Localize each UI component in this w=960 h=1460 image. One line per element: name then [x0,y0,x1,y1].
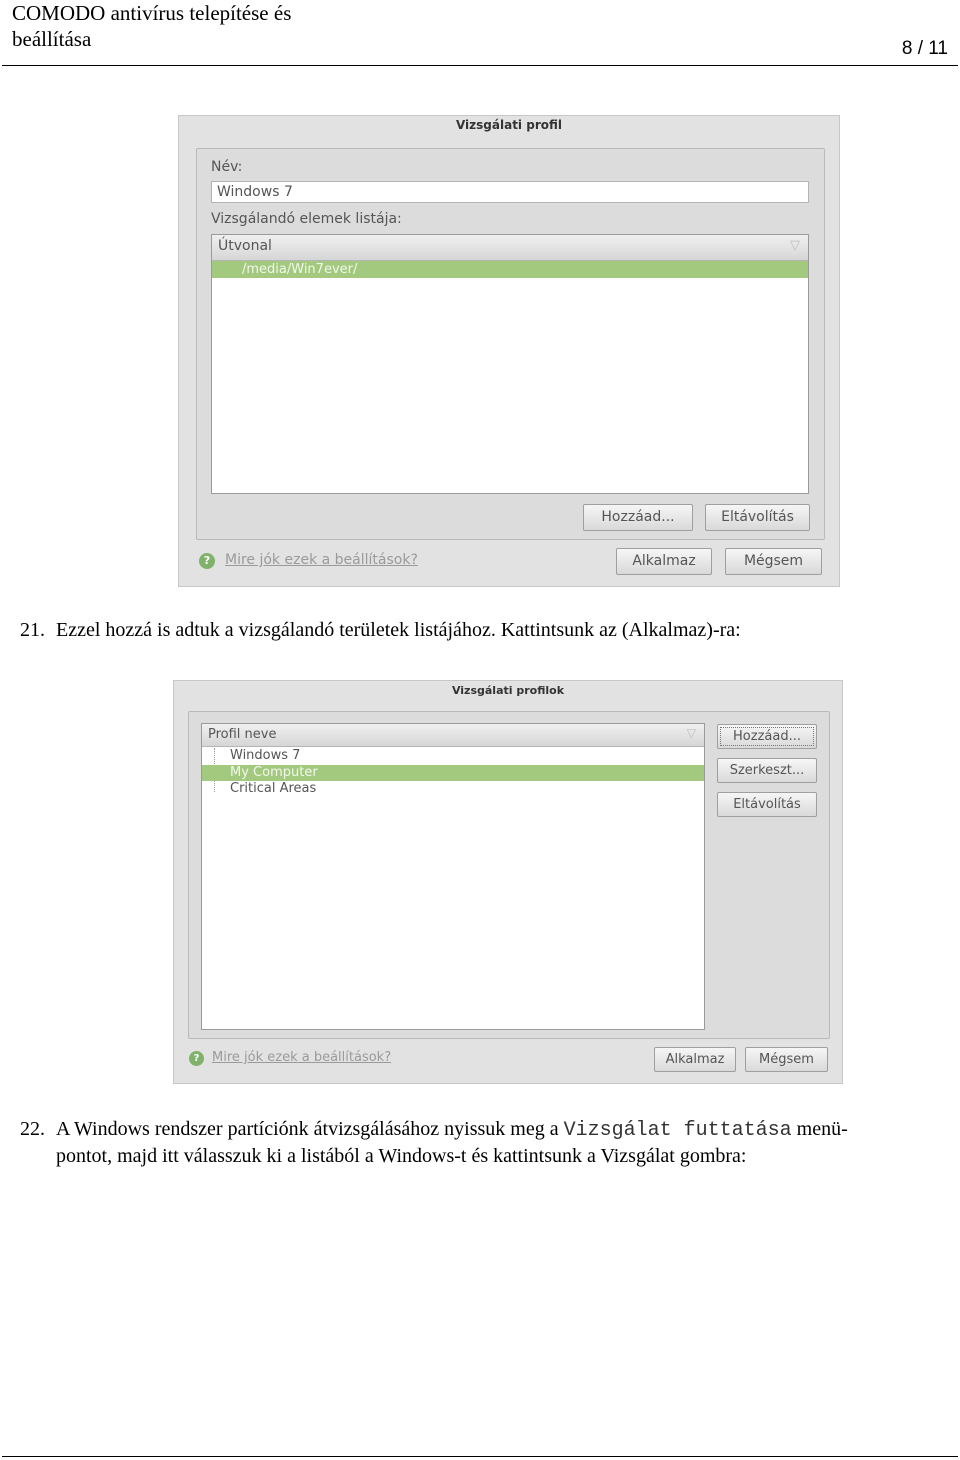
list-item-path: /media/Win7ever/ [242,262,358,277]
dialog-title: Vizsgálati profilok [451,684,565,697]
name-input[interactable]: Windows 7 [211,181,809,203]
help-link[interactable]: Mire jók ezek a beállítások? [212,1050,392,1065]
list-label: Vizsgálandó elemek listája: [211,211,402,227]
cancel-button[interactable]: Mégsem [725,548,822,575]
help-icon: ? [199,553,215,569]
dialog-title: Vizsgálati profil [455,118,562,132]
profile-item-selected[interactable] [202,765,704,781]
profile-item-label: My Computer [230,765,318,780]
scan-profile-dialog [178,115,840,587]
step-21-number: 21. [20,619,45,641]
column-header-label: Profil neve [208,727,277,742]
cancel-button[interactable]: Mégsem [745,1047,828,1072]
footer-rule [2,1456,958,1457]
profile-item[interactable]: Windows 7 [230,748,301,763]
apply-button[interactable]: Alkalmaz [654,1047,736,1072]
profiles-frame [188,711,830,1039]
add-button[interactable]: Hozzáad... [717,724,817,749]
profile-frame [196,148,825,540]
step-22-line-1 [56,1116,848,1144]
sort-arrow-icon: ▽ [686,726,696,740]
header-title: COMODO antivírus telepítése és beállítása [12,1,292,51]
remove-button[interactable]: Eltávolítás [705,504,810,531]
step-21-text: Ezzel hozzá is adtuk a vizsgálandó területek listájához. Kattintsunk az (Alkalmaz)-ra: [56,619,741,641]
step-22-text-after: menü- [791,1118,848,1140]
list-item[interactable] [212,261,808,278]
step-22-number: 22. [20,1118,45,1140]
apply-button[interactable]: Alkalmaz [616,548,712,575]
profile-item[interactable]: Critical Areas [230,781,317,796]
add-button[interactable]: Hozzáad... [583,504,693,531]
profiles-list[interactable] [201,723,705,1030]
edit-button[interactable]: Szerkeszt... [717,758,817,783]
column-header-path[interactable] [212,235,808,261]
step-22-line-2: pontot, majd itt válasszuk ki a listából a Windows-t és kattintsunk a Vizsgálat gombra: [56,1145,747,1167]
column-header-profile-name[interactable] [202,724,704,747]
column-header-label: Útvonal [218,238,272,254]
items-list[interactable] [211,234,809,494]
help-icon: ? [189,1051,204,1066]
remove-button[interactable]: Eltávolítás [717,792,817,817]
name-label: Név: [211,159,243,175]
step-22-text-before: A Windows rendszer partíciónk átvizsgálásához nyissuk meg a [56,1118,564,1140]
help-link[interactable]: Mire jók ezek a beállítások? [225,552,418,568]
header-rule [2,65,958,66]
page-number: 8 / 11 [901,38,948,59]
step-22-menu-item: Vizsgálat futtatása [563,1119,792,1142]
scan-profiles-dialog [173,680,843,1084]
sort-arrow-icon: ▽ [790,238,800,253]
